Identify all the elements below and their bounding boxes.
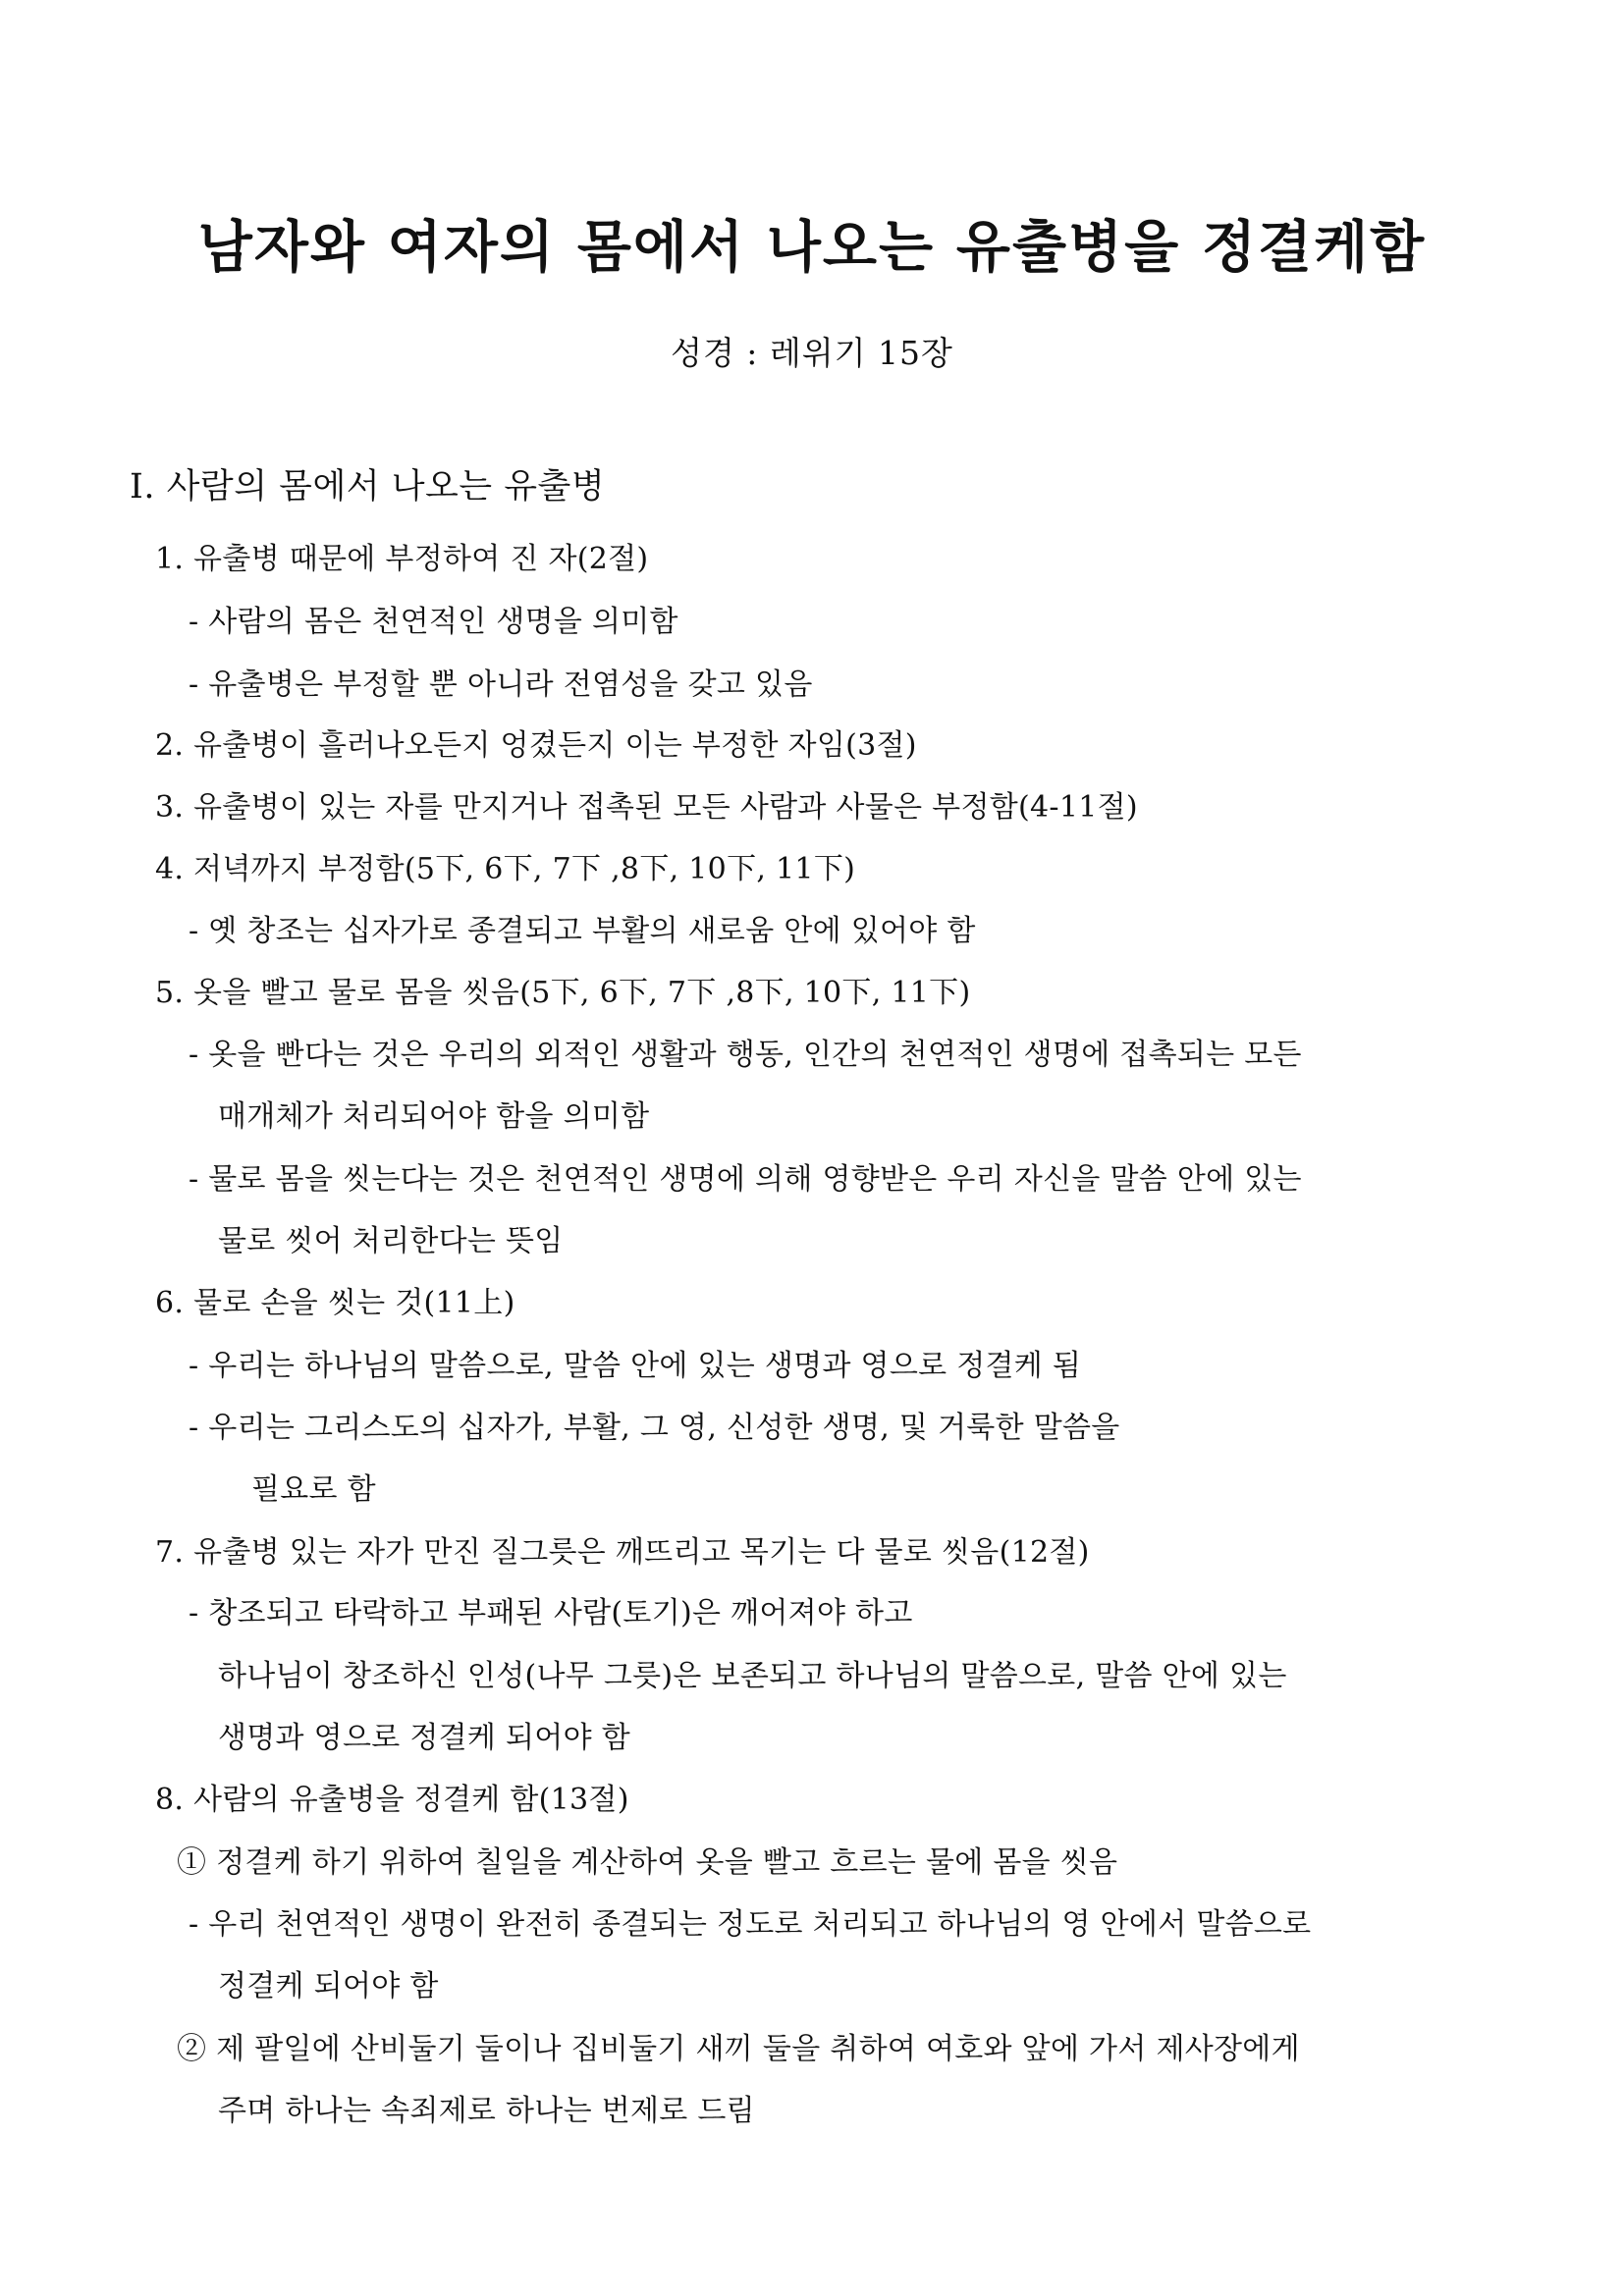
outline-continuation: 생명과 영으로 정결케 되어야 함 <box>218 1721 630 1755</box>
outline-subpoint: - 유출병은 부정할 뿐 아니라 전염성을 갖고 있음 <box>189 667 813 702</box>
outline-continuation: 하나님이 창조하신 인성(나무 그릇)은 보존되고 하나님의 말씀으로, 말씀 안에 있는 <box>218 1659 1287 1693</box>
section-heading: Ⅰ. 사람의 몸에서 나오는 유출병 <box>130 467 606 507</box>
outline-subpoint: - 물로 몸을 씻는다는 것은 천연적인 생명에 의해 영향받은 우리 자신을 말씀 안에 있는 <box>189 1162 1302 1197</box>
document-title: 남자와 여자의 몸에서 나오는 유출병을 정결케함 <box>197 214 1427 280</box>
outline-subpoint: - 옛 창조는 십자가로 종결되고 부활의 새로움 안에 있어야 함 <box>189 914 976 948</box>
outline-item: 6. 물로 손을 씻는 것(11上) <box>155 1286 515 1320</box>
outline-item: 2. 유출병이 흘러나오든지 엉겼든지 이는 부정한 자임(3절) <box>155 728 917 763</box>
outline-continuation: 정결케 되어야 함 <box>218 1969 439 2003</box>
outline-item: 4. 저녁까지 부정함(5下, 6下, 7下 ,8下, 10下, 11下) <box>155 852 856 886</box>
outline-item: 3. 유출병이 있는 자를 만지거나 접촉된 모든 사람과 사물은 부정함(4-11절) <box>155 790 1138 825</box>
outline-subpoint: - 창조되고 타락하고 부패된 사람(토기)은 깨어져야 하고 <box>189 1596 913 1630</box>
outline-numbered-subpoint: ② 제 팔일에 산비둘기 둘이나 집비둘기 새끼 둘을 취하여 여호와 앞에 가서 제사장에게 <box>177 2032 1300 2066</box>
outline-continuation: 매개체가 처리되어야 함을 의미함 <box>218 1099 650 1134</box>
outline-subpoint: - 옷을 빤다는 것은 우리의 외적인 생활과 행동, 인간의 천연적인 생명에 접촉되는 모든 <box>189 1038 1302 1072</box>
outline-item: 5. 옷을 빨고 물로 몸을 씻음(5下, 6下, 7下 ,8下, 10下, 11下) <box>155 976 971 1010</box>
outline-subpoint: - 사람의 몸은 천연적인 생명을 의미함 <box>189 605 678 639</box>
outline-item: 8. 사람의 유출병을 정결케 함(13절) <box>155 1783 629 1817</box>
outline-continuation: 물로 씻어 처리한다는 뜻임 <box>218 1224 564 1258</box>
outline-continuation: 필요로 함 <box>251 1472 376 1507</box>
outline-item: 1. 유출병 때문에 부정하여 진 자(2절) <box>155 542 649 576</box>
outline-continuation: 주며 하나는 속죄제로 하나는 번제로 드림 <box>218 2094 755 2128</box>
outline-item: 7. 유출병 있는 자가 만진 질그릇은 깨뜨리고 목기는 다 물로 씻음(12절) <box>155 1535 1090 1570</box>
scripture-reference: 성경 : 레위기 15장 <box>671 334 953 372</box>
outline-subpoint: - 우리 천연적인 생명이 완전히 종결되는 정도로 처리되고 하나님의 영 안에서 말씀으로 <box>189 1907 1312 1942</box>
outline-numbered-subpoint: ① 정결케 하기 위하여 칠일을 계산하여 옷을 빨고 흐르는 물에 몸을 씻음 <box>177 1845 1118 1880</box>
outline-subpoint: - 우리는 그리스도의 십자가, 부활, 그 영, 신성한 생명, 및 거룩한 말씀을 <box>189 1411 1120 1445</box>
outline-subpoint: - 우리는 하나님의 말씀으로, 말씀 안에 있는 생명과 영으로 정결케 됨 <box>189 1349 1082 1383</box>
